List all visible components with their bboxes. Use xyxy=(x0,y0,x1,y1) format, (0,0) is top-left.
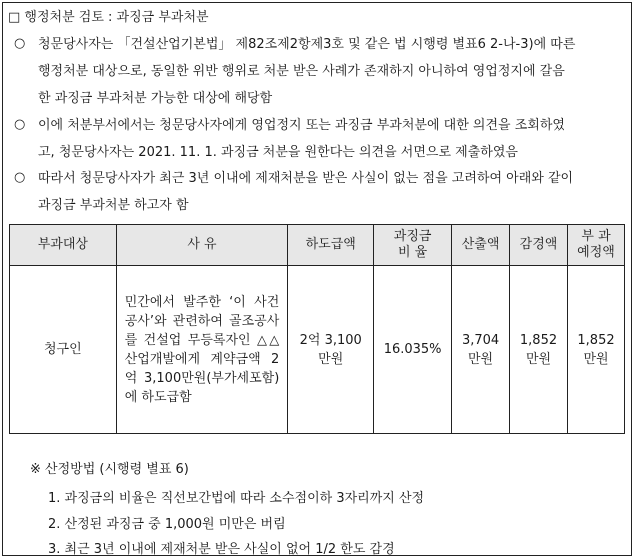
header-computed: 산출액 xyxy=(452,225,510,266)
paragraph-line: 과징금 부과처분 하고자 함 xyxy=(38,198,189,213)
header-rate: 과징금 비 율 xyxy=(374,225,452,266)
paragraph-3 xyxy=(38,165,626,219)
paragraph-2 xyxy=(38,112,626,166)
cell-subcontract-amount: 2억 3,100 만원 xyxy=(288,266,374,434)
header-target: 부과대상 xyxy=(10,225,117,266)
cell-rate: 16.035% xyxy=(374,266,452,434)
paragraph-line: 따라서 청문당사자가 최근 3년 이내에 제재처분을 받은 사실이 없는 점을 고려하여 아래와 같이 xyxy=(38,171,574,186)
cell-final: 1,852 만원 xyxy=(568,266,625,434)
paragraph-line: 한 과징금 부과처분 가능한 대상에 해당함 xyxy=(38,91,273,106)
method-note-item: 1. 과징금의 비율은 직선보간법에 따라 소수점이하 3자리까지 산정 xyxy=(48,491,425,506)
paragraph-line: 고, 청문당사자는 2021. 11. 1. 과징금 처분을 원한다는 의견을 서면으로 제출하였음 xyxy=(38,145,518,160)
paragraph-line: 청문당사자는 「건설산업기본법」 제82조제2항제3호 및 같은 법 시행령 별표6 2-나-3)에 따른 xyxy=(38,37,576,52)
cell-target: 청구인 xyxy=(10,266,117,434)
paragraph-1 xyxy=(38,31,626,112)
cell-reason: 민간에서 발주한 ‘이 사건 공사’와 관련하여 골조공사를 건설업 무등록자인 △△산업개발에게 계약금액 2억 3,100만원(부가세포함)에 하도급함 xyxy=(116,266,288,434)
header-reason: 사 유 xyxy=(116,225,288,266)
method-note-item: 2. 산정된 과징금 중 1,000원 미만은 버림 xyxy=(48,517,286,532)
table-row xyxy=(10,266,625,434)
bullet-icon: ○ xyxy=(14,117,26,132)
cell-computed: 3,704 만원 xyxy=(452,266,510,434)
header-subcontract-amount: 하도급액 xyxy=(288,225,374,266)
penalty-table xyxy=(9,224,625,434)
cell-reduction: 1,852 만원 xyxy=(510,266,568,434)
paragraph-line: 행정처분 대상으로, 동일한 위반 행위로 처분 받은 사례가 존재하지 아니하여 영업정지에 갈음 xyxy=(38,64,565,79)
bullet-icon: ○ xyxy=(14,170,26,185)
section-heading: □ 행정처분 검토 : 과징금 부과처분 xyxy=(8,10,209,25)
table-header-row xyxy=(10,225,625,266)
method-note-title: ※ 산정방법 (시행령 별표 6) xyxy=(30,462,189,477)
header-final: 부 과 예정액 xyxy=(568,225,625,266)
method-note-item: 3. 최근 3년 이내에 제재처분 받은 사실이 없어 1/2 한도 감경 xyxy=(48,542,395,557)
header-reduction: 감경액 xyxy=(510,225,568,266)
bullet-icon: ○ xyxy=(14,36,26,51)
paragraph-line: 이에 처분부서에서는 청문당사자에게 영업정지 또는 과징금 부과처분에 대한 의견을 조회하였 xyxy=(38,118,565,133)
